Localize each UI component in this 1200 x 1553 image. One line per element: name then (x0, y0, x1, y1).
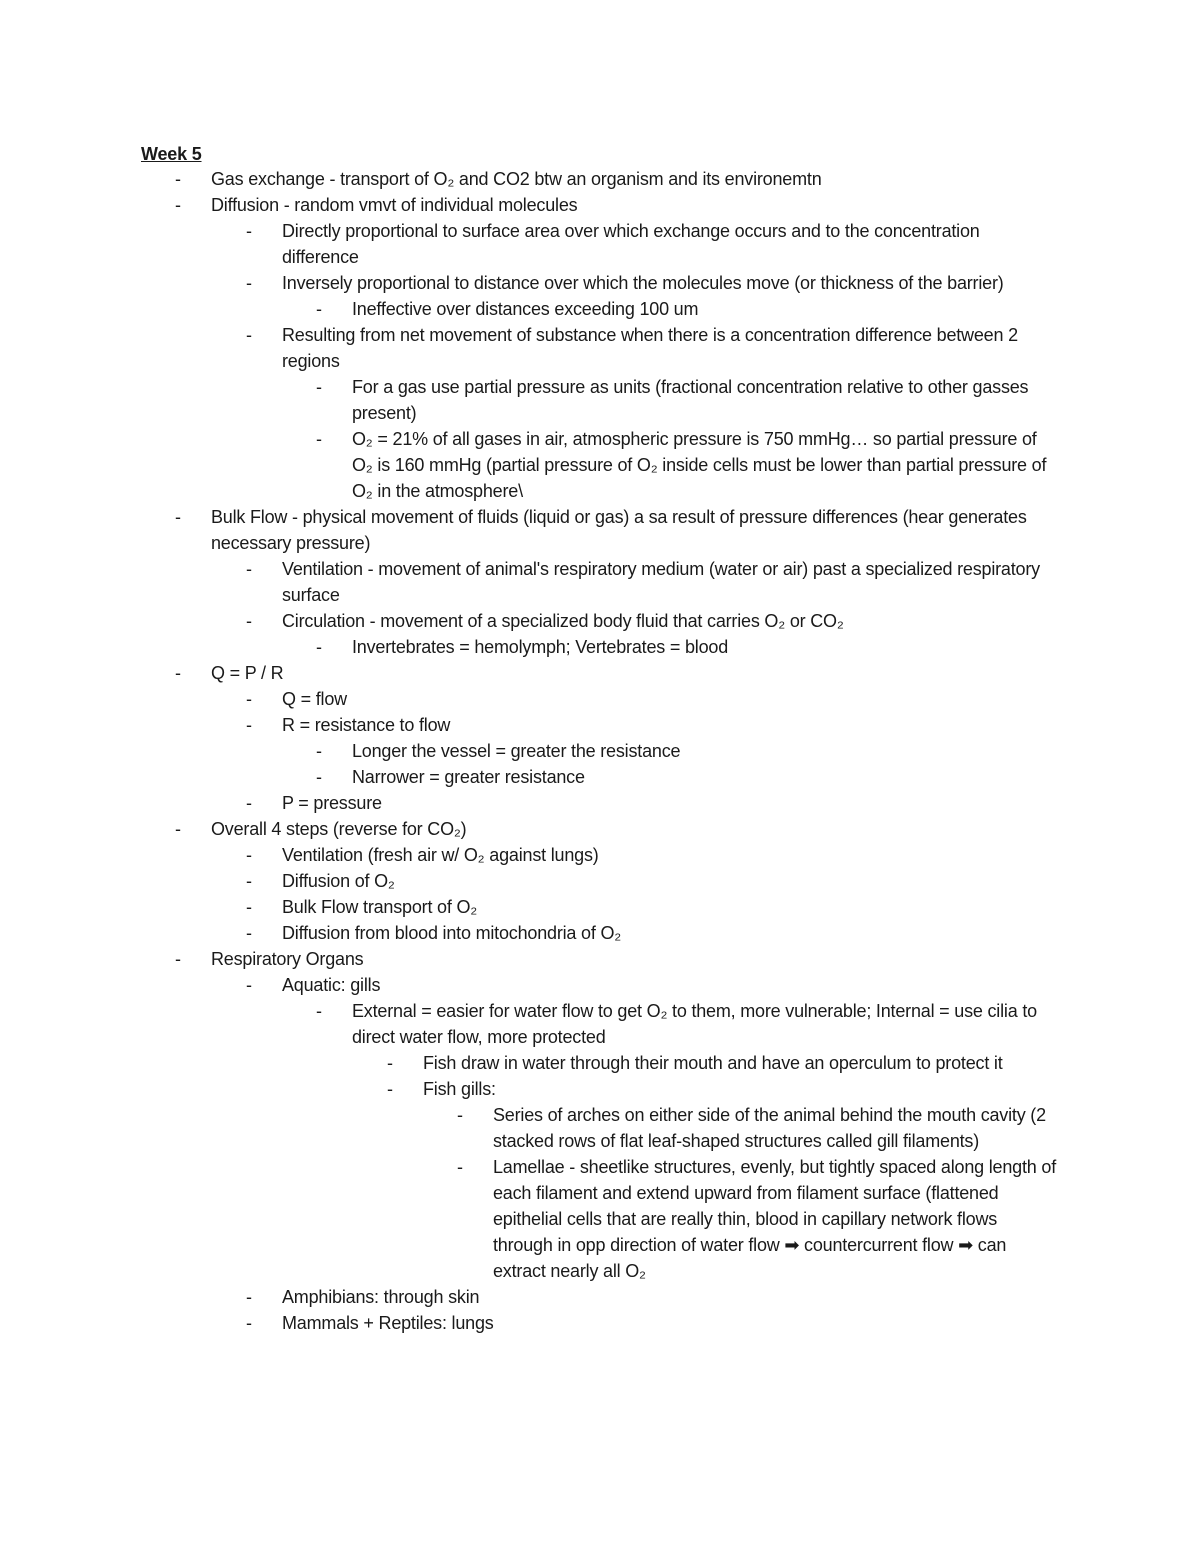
list-item-text: Inversely proportional to distance over which the molecules move (or thickness of the barrier) (282, 273, 1004, 293)
list-item-text: O₂ = 21% of all gases in air, atmospheric pressure is 750 mmHg… so partial pressure of O₂ is 160 mmHg (partial pressure of O₂ inside cells must be lower than partial pressure of O₂ in the atmosphere\ (352, 429, 1047, 501)
bullet-dash: - (246, 559, 252, 579)
list-item (0, 1050, 1200, 1076)
list-item-text: Amphibians: through skin (282, 1287, 480, 1307)
list-item-text: Q = P / R (211, 663, 284, 683)
bullet-dash: - (246, 611, 252, 631)
page-title: Week 5 (141, 144, 202, 164)
bullet-dash: - (246, 715, 252, 735)
bullet-dash: - (387, 1079, 393, 1099)
list-item-text: Mammals + Reptiles: lungs (282, 1313, 494, 1333)
list-item (0, 972, 1200, 998)
list-item-text: Aquatic: gills (282, 975, 381, 995)
list-item (0, 712, 1200, 738)
list-item-text: Diffusion from blood into mitochondria of O₂ (282, 923, 622, 943)
list-item (0, 868, 1200, 894)
list-item-text: Gas exchange - transport of O₂ and CO2 btw an organism and its environemtn (211, 169, 822, 189)
list-item-text: Circulation - movement of a specialized body fluid that carries O₂ or CO₂ (282, 611, 844, 631)
list-item (0, 842, 1200, 868)
list-item (0, 738, 1200, 764)
list-item (0, 426, 1200, 504)
list-item (0, 1154, 1200, 1284)
bullet-dash: - (175, 195, 181, 215)
list-item (0, 660, 1200, 686)
list-item (0, 192, 1200, 218)
list-item-text: Fish gills: (423, 1079, 496, 1099)
list-item-text: Series of arches on either side of the animal behind the mouth cavity (2 stacked rows of flat leaf-shaped structures called gill filaments) (493, 1105, 1046, 1151)
bullet-dash: - (457, 1105, 463, 1125)
list-item (0, 686, 1200, 712)
bullet-dash: - (316, 637, 322, 657)
list-item (0, 920, 1200, 946)
list-item (0, 1102, 1200, 1154)
bullet-dash: - (246, 871, 252, 891)
bullet-dash: - (246, 689, 252, 709)
list-item-text: Q = flow (282, 689, 347, 709)
list-item (0, 270, 1200, 296)
bullet-dash: - (387, 1053, 393, 1073)
list-item-text: Narrower = greater resistance (352, 767, 585, 787)
list-item-text: Resulting from net movement of substance when there is a concentration difference between 2 regions (282, 325, 1018, 371)
list-item (0, 1284, 1200, 1310)
bullet-dash: - (246, 221, 252, 241)
list-item-text: Bulk Flow - physical movement of fluids (liquid or gas) a sa result of pressure differences (hear generates necessary pressure) (211, 507, 1027, 553)
bullet-dash: - (246, 897, 252, 917)
list-item-text: External = easier for water flow to get O₂ to them, more vulnerable; Internal = use cilia to direct water flow, more protected (352, 1001, 1037, 1047)
bullet-dash: - (246, 325, 252, 345)
list-item-text: Fish draw in water through their mouth and have an operculum to protect it (423, 1053, 1003, 1073)
bullet-dash: - (316, 429, 322, 449)
bullet-dash: - (246, 923, 252, 943)
bullet-dash: - (175, 949, 181, 969)
list-item (0, 374, 1200, 426)
list-item (0, 296, 1200, 322)
bullet-dash: - (246, 793, 252, 813)
list-item (0, 322, 1200, 374)
bullet-dash: - (316, 377, 322, 397)
list-item-text: R = resistance to flow (282, 715, 451, 735)
bullet-dash: - (175, 169, 181, 189)
bullet-list (0, 166, 1200, 1336)
bullet-dash: - (175, 507, 181, 527)
list-item-text: Invertebrates = hemolymph; Vertebrates = blood (352, 637, 729, 657)
list-item (0, 504, 1200, 556)
bullet-dash: - (246, 1313, 252, 1333)
bullet-dash: - (457, 1157, 463, 1177)
list-item-text: Ventilation - movement of animal's respiratory medium (water or air) past a specialized respiratory surface (282, 559, 1040, 605)
list-item (0, 1310, 1200, 1336)
bullet-dash: - (246, 975, 252, 995)
list-item-text: Ventilation (fresh air w/ O₂ against lungs) (282, 845, 599, 865)
list-item (0, 998, 1200, 1050)
list-item (0, 218, 1200, 270)
list-item (0, 634, 1200, 660)
list-item-text: Bulk Flow transport of O₂ (282, 897, 478, 917)
list-item (0, 946, 1200, 972)
bullet-dash: - (246, 273, 252, 293)
list-item-text: Overall 4 steps (reverse for CO₂) (211, 819, 467, 839)
list-item (0, 790, 1200, 816)
list-item-text: Ineffective over distances exceeding 100 um (352, 299, 699, 319)
list-item-text: Lamellae - sheetlike structures, evenly, but tightly spaced along length of each filament and extend upward from filament surface (flattened epithelial cells that are really thin, blood in capillary network flows through in opp direction of water flow ➡ countercurrent flow ➡ can extract nearly all O₂ (493, 1157, 1056, 1281)
list-item-text: Respiratory Organs (211, 949, 364, 969)
bullet-dash: - (246, 1287, 252, 1307)
list-item (0, 556, 1200, 608)
list-item-text: P = pressure (282, 793, 382, 813)
list-item-text: Longer the vessel = greater the resistance (352, 741, 681, 761)
bullet-dash: - (316, 767, 322, 787)
bullet-dash: - (175, 819, 181, 839)
list-item (0, 608, 1200, 634)
bullet-dash: - (246, 845, 252, 865)
list-item-text: For a gas use partial pressure as units (fractional concentration relative to other gasses present) (352, 377, 1029, 423)
list-item (0, 894, 1200, 920)
bullet-dash: - (316, 741, 322, 761)
list-item-text: Directly proportional to surface area over which exchange occurs and to the concentration difference (282, 221, 980, 267)
list-item (0, 764, 1200, 790)
list-item-text: Diffusion - random vmvt of individual molecules (211, 195, 578, 215)
bullet-dash: - (175, 663, 181, 683)
list-item (0, 816, 1200, 842)
list-item-text: Diffusion of O₂ (282, 871, 395, 891)
bullet-dash: - (316, 1001, 322, 1021)
bullet-dash: - (316, 299, 322, 319)
list-item (0, 166, 1200, 192)
list-item (0, 1076, 1200, 1102)
